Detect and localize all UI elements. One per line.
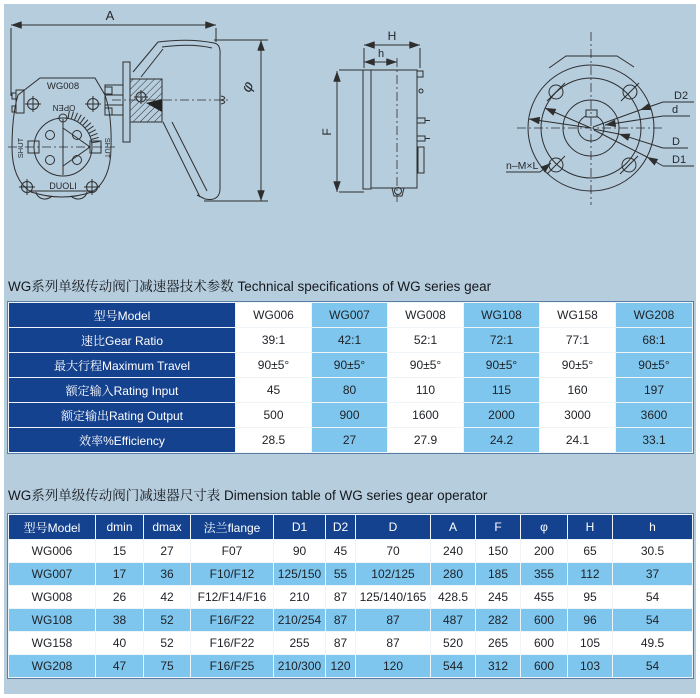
- spec-value-cell: 90±5°: [388, 353, 464, 378]
- spec-value-cell: 90±5°: [616, 353, 693, 378]
- dim-value-cell: F10/F12: [191, 563, 274, 586]
- spec-value-cell: 24.1: [540, 428, 616, 453]
- model-label: WG008: [46, 81, 80, 92]
- dim-value-cell: 280: [431, 563, 476, 586]
- spec-header-row: [9, 303, 693, 328]
- dim-column-header: H: [568, 515, 613, 540]
- dim-value-cell: 120: [326, 655, 356, 678]
- spec-table: [8, 302, 693, 453]
- dim-value-cell: 70: [356, 540, 431, 563]
- dim-column-header: dmin: [96, 515, 144, 540]
- dim-value-cell: 87: [326, 586, 356, 609]
- spec-row-label: 速比Gear Ratio: [9, 328, 236, 353]
- dim-value-cell: WG208: [9, 655, 96, 678]
- dim-value-cell: 52: [144, 632, 191, 655]
- spec-value-cell: 90±5°: [540, 353, 616, 378]
- spec-value-cell: 68:1: [616, 328, 693, 353]
- dim-value-cell: 55: [326, 563, 356, 586]
- leader-label-d: d: [672, 104, 679, 116]
- dim-label-a: A: [105, 8, 115, 23]
- dim-value-cell: 27: [144, 540, 191, 563]
- dim-value-cell: 75: [144, 655, 191, 678]
- spec-row-label: 额定输出Rating Output: [9, 403, 236, 428]
- spec-data-row: [9, 403, 693, 428]
- dim-value-cell: 200: [521, 540, 568, 563]
- spec-model-header: WG006: [236, 303, 312, 328]
- dim-value-cell: 312: [476, 655, 521, 678]
- spec-row-label: 最大行程Maximum Travel: [9, 353, 236, 378]
- dim-value-cell: 52: [144, 609, 191, 632]
- dimension-section-title: WG系列单级传动阀门减速器尺寸表 Dimension table of WG series gear operator: [8, 488, 488, 503]
- dim-value-cell: F07: [191, 540, 274, 563]
- spec-data-row: [9, 353, 693, 378]
- spec-value-cell: 900: [312, 403, 388, 428]
- dim-value-cell: 17: [96, 563, 144, 586]
- dim-value-cell: WG158: [9, 632, 96, 655]
- dim-column-header: A: [431, 515, 476, 540]
- spec-value-cell: 39:1: [236, 328, 312, 353]
- dim-value-cell: 210/254: [274, 609, 326, 632]
- dim-value-cell: 520: [431, 632, 476, 655]
- dim-value-cell: 185: [476, 563, 521, 586]
- spec-table-body: [9, 303, 693, 453]
- dim-value-cell: 96: [568, 609, 613, 632]
- dim-data-row: [9, 609, 693, 632]
- spec-data-row: [9, 378, 693, 403]
- dim-value-cell: 87: [356, 632, 431, 655]
- dim-value-cell: 150: [476, 540, 521, 563]
- dim-value-cell: 90: [274, 540, 326, 563]
- dim-value-cell: 455: [521, 586, 568, 609]
- spec-row-label: 型号Model: [9, 303, 236, 328]
- dim-label-h-lower: h: [377, 48, 385, 60]
- spec-value-cell: 72:1: [464, 328, 540, 353]
- dim-value-cell: 600: [521, 655, 568, 678]
- dim-data-row: [9, 563, 693, 586]
- dim-data-row: [9, 632, 693, 655]
- spec-model-header: WG158: [540, 303, 616, 328]
- dim-value-cell: 120: [356, 655, 431, 678]
- dimension-table-body: [9, 515, 693, 678]
- dim-label-f: F: [320, 128, 334, 136]
- dim-value-cell: 487: [431, 609, 476, 632]
- dim-value-cell: 265: [476, 632, 521, 655]
- leader-label-d1: D1: [672, 154, 687, 166]
- side-view-drawing: [320, 29, 430, 202]
- dim-value-cell: 355: [521, 563, 568, 586]
- dim-value-cell: 54: [613, 655, 693, 678]
- spec-value-cell: 2000: [464, 403, 540, 428]
- dim-value-cell: 36: [144, 563, 191, 586]
- brand-label: DUOLI: [49, 181, 77, 191]
- spec-value-cell: 27: [312, 428, 388, 453]
- technical-drawings: [0, 0, 700, 272]
- spec-value-cell: 80: [312, 378, 388, 403]
- shut-left-label: SHUT: [16, 137, 25, 159]
- dim-column-header: dmax: [144, 515, 191, 540]
- dim-value-cell: 282: [476, 609, 521, 632]
- dim-value-cell: 210: [274, 586, 326, 609]
- dim-value-cell: F16/F22: [191, 632, 274, 655]
- dim-value-cell: 47: [96, 655, 144, 678]
- spec-row-label: 额定输入Rating Input: [9, 378, 236, 403]
- dim-value-cell: 30.5: [613, 540, 693, 563]
- spec-value-cell: 33.1: [616, 428, 693, 453]
- spec-value-cell: 3000: [540, 403, 616, 428]
- leader-label-d2: D2: [674, 90, 689, 102]
- dim-value-cell: F16/F25: [191, 655, 274, 678]
- dim-value-cell: 112: [568, 563, 613, 586]
- spec-value-cell: 52:1: [388, 328, 464, 353]
- dim-column-header: D2: [326, 515, 356, 540]
- dim-value-cell: F16/F22: [191, 609, 274, 632]
- dim-value-cell: WG108: [9, 609, 96, 632]
- dim-value-cell: 600: [521, 609, 568, 632]
- spec-value-cell: 27.9: [388, 428, 464, 453]
- spec-row-label: 效率%Efficiency: [9, 428, 236, 453]
- dim-value-cell: 26: [96, 586, 144, 609]
- dim-value-cell: 65: [568, 540, 613, 563]
- spec-value-cell: 160: [540, 378, 616, 403]
- leader-label-dd: D: [672, 136, 680, 148]
- dim-value-cell: 54: [613, 586, 693, 609]
- bolt-spec-label: n–M×L: [506, 160, 539, 172]
- dim-label-h-upper: H: [387, 29, 397, 43]
- dim-value-cell: 210/300: [274, 655, 326, 678]
- dim-value-cell: 87: [326, 609, 356, 632]
- dim-column-header: h: [613, 515, 693, 540]
- dim-data-row: [9, 586, 693, 609]
- spec-model-header: WG007: [312, 303, 388, 328]
- spec-value-cell: 110: [388, 378, 464, 403]
- dim-value-cell: 42: [144, 586, 191, 609]
- spec-value-cell: 3600: [616, 403, 693, 428]
- dim-column-header: 法兰flange: [191, 515, 274, 540]
- dim-value-cell: WG006: [9, 540, 96, 563]
- open-label: OPEN: [52, 103, 76, 112]
- dim-value-cell: WG008: [9, 586, 96, 609]
- dim-value-cell: 255: [274, 632, 326, 655]
- spec-value-cell: 45: [236, 378, 312, 403]
- spec-value-cell: 90±5°: [312, 353, 388, 378]
- dim-value-cell: 37: [613, 563, 693, 586]
- front-view-drawing: [8, 8, 268, 201]
- spec-value-cell: 500: [236, 403, 312, 428]
- spec-section-title: WG系列单级传动阀门减速器技术参数 Technical specifications of WG series gear: [8, 279, 492, 294]
- spec-value-cell: 115: [464, 378, 540, 403]
- spec-model-header: WG108: [464, 303, 540, 328]
- dim-label-phi: φ: [237, 78, 258, 95]
- dim-value-cell: 240: [431, 540, 476, 563]
- dim-value-cell: 245: [476, 586, 521, 609]
- spec-value-cell: 24.2: [464, 428, 540, 453]
- dim-value-cell: 428.5: [431, 586, 476, 609]
- dim-column-header: φ: [521, 515, 568, 540]
- dim-column-header: 型号Model: [9, 515, 96, 540]
- dim-data-row: [9, 655, 693, 678]
- dim-value-cell: 544: [431, 655, 476, 678]
- dim-value-cell: 15: [96, 540, 144, 563]
- spec-model-header: WG208: [616, 303, 693, 328]
- dim-column-header: F: [476, 515, 521, 540]
- spec-value-cell: 42:1: [312, 328, 388, 353]
- dim-value-cell: 87: [356, 609, 431, 632]
- shut-right-label: SHUT: [103, 137, 112, 159]
- spec-value-cell: 90±5°: [464, 353, 540, 378]
- dim-value-cell: 125/150: [274, 563, 326, 586]
- dim-value-cell: 102/125: [356, 563, 431, 586]
- spec-data-row: [9, 428, 693, 453]
- dim-column-header: D1: [274, 515, 326, 540]
- spec-data-row: [9, 328, 693, 353]
- dim-value-cell: 49.5: [613, 632, 693, 655]
- dim-value-cell: WG007: [9, 563, 96, 586]
- dim-value-cell: 45: [326, 540, 356, 563]
- dim-value-cell: 87: [326, 632, 356, 655]
- dim-data-row: [9, 540, 693, 563]
- dim-value-cell: 95: [568, 586, 613, 609]
- spec-value-cell: 197: [616, 378, 693, 403]
- dim-value-cell: 103: [568, 655, 613, 678]
- spec-model-header: WG008: [388, 303, 464, 328]
- spec-value-cell: 77:1: [540, 328, 616, 353]
- dim-value-cell: F12/F14/F16: [191, 586, 274, 609]
- dim-value-cell: 105: [568, 632, 613, 655]
- dimension-table: [8, 514, 693, 678]
- dim-value-cell: 600: [521, 632, 568, 655]
- rear-view-drawing: [506, 32, 694, 205]
- dim-value-cell: 125/140/165: [356, 586, 431, 609]
- spec-value-cell: 1600: [388, 403, 464, 428]
- dim-value-cell: 54: [613, 609, 693, 632]
- dim-column-header: D: [356, 515, 431, 540]
- dim-value-cell: 38: [96, 609, 144, 632]
- dim-value-cell: 40: [96, 632, 144, 655]
- spec-value-cell: 28.5: [236, 428, 312, 453]
- dim-header-row: [9, 515, 693, 540]
- spec-value-cell: 90±5°: [236, 353, 312, 378]
